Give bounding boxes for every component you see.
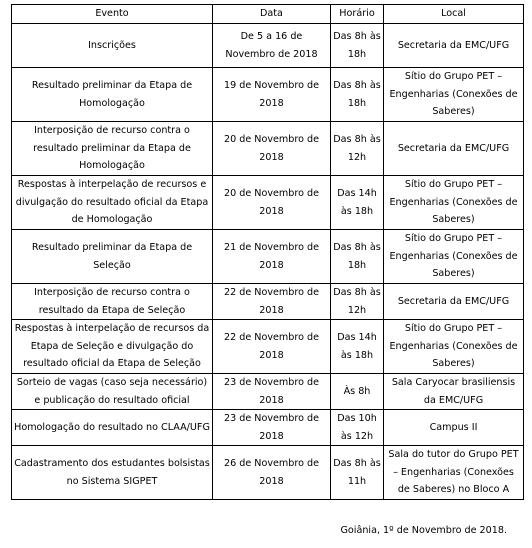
table-row (12, 410, 524, 446)
cell-horario: Das 8h às 12h (331, 122, 384, 176)
cell-local: Sítio do Grupo PET – Engenharias (Conexões de Saberes) (384, 230, 524, 284)
cell-local: Campus II (384, 410, 524, 446)
cell-data: De 5 a 16 de Novembro de 2018 (213, 24, 331, 68)
cell-evento: Respostas à interpelação de recursos da Etapa de Seleção e divulgação do resultado oficial da Etapa de Seleção (12, 320, 213, 374)
table-header-row (12, 5, 524, 24)
header-horario: Horário (331, 5, 384, 24)
cell-local: Secretaria da EMC/UFG (384, 284, 524, 320)
cell-data: 22 de Novembro de 2018 (213, 284, 331, 320)
cell-local: Sítio do Grupo PET – Engenharias (Conexões de Saberes) (384, 68, 524, 122)
cell-local: Secretaria da EMC/UFG (384, 24, 524, 68)
cell-horario: Às 8h (331, 374, 384, 410)
table-row (12, 446, 524, 500)
cell-horario: Das 14h às 18h (331, 176, 384, 230)
table-row (12, 320, 524, 374)
cell-evento: Interposição de recurso contra o resultado preliminar da Etapa de Homologação (12, 122, 213, 176)
footer-date: Goiânia, 1º de Novembro de 2018. (340, 525, 507, 536)
cell-horario: Das 14h às 18h (331, 320, 384, 374)
header-local: Local (384, 5, 524, 24)
cell-horario: Das 8h às 18h (331, 24, 384, 68)
cell-horario: Das 8h às 11h (331, 446, 384, 500)
table-row (12, 374, 524, 410)
cell-data: 23 de Novembro de 2018 (213, 410, 331, 446)
cell-data: 20 de Novembro de 2018 (213, 122, 331, 176)
cell-evento: Respostas à interpelação de recursos e divulgação do resultado oficial da Etapa de Homologação (12, 176, 213, 230)
table-row (12, 122, 524, 176)
header-evento: Evento (12, 5, 213, 24)
cell-evento: Sorteio de vagas (caso seja necessário) e publicação do resultado oficial (12, 374, 213, 410)
cell-local: Sítio do Grupo PET – Engenharias (Conexões de Saberes) (384, 176, 524, 230)
cell-evento: Resultado preliminar da Etapa de Seleção (12, 230, 213, 284)
cell-local: Sala Caryocar brasiliensis da EMC/UFG (384, 374, 524, 410)
cell-local: Sala do tutor do Grupo PET – Engenharias (Conexões de Saberes) no Bloco A (384, 446, 524, 500)
cell-evento: Cadastramento dos estudantes bolsistas no Sistema SIGPET (12, 446, 213, 500)
table-row (12, 24, 524, 68)
cell-evento: Interposição de recurso contra o resultado da Etapa de Seleção (12, 284, 213, 320)
cell-local: Secretaria da EMC/UFG (384, 122, 524, 176)
schedule-table (11, 4, 524, 500)
cell-data: 19 de Novembro de 2018 (213, 68, 331, 122)
cell-horario: Das 8h às 12h (331, 284, 384, 320)
table-row (12, 230, 524, 284)
cell-data: 20 de Novembro de 2018 (213, 176, 331, 230)
table-row (12, 68, 524, 122)
cell-data: 21 de Novembro de 2018 (213, 230, 331, 284)
cell-horario: Das 8h às 18h (331, 230, 384, 284)
cell-evento: Homologação do resultado no CLAA/UFG (12, 410, 213, 446)
table-row (12, 284, 524, 320)
cell-evento: Resultado preliminar da Etapa de Homologação (12, 68, 213, 122)
cell-local: Sítio do Grupo PET – Engenharias (Conexões de Saberes) (384, 320, 524, 374)
header-data: Data (213, 5, 331, 24)
cell-horario: Das 10h às 12h (331, 410, 384, 446)
table-row (12, 176, 524, 230)
cell-evento: Inscrições (12, 24, 213, 68)
cell-horario: Das 8h às 18h (331, 68, 384, 122)
cell-data: 26 de Novembro de 2018 (213, 446, 331, 500)
cell-data: 22 de Novembro de 2018 (213, 320, 331, 374)
cell-data: 23 de Novembro de 2018 (213, 374, 331, 410)
